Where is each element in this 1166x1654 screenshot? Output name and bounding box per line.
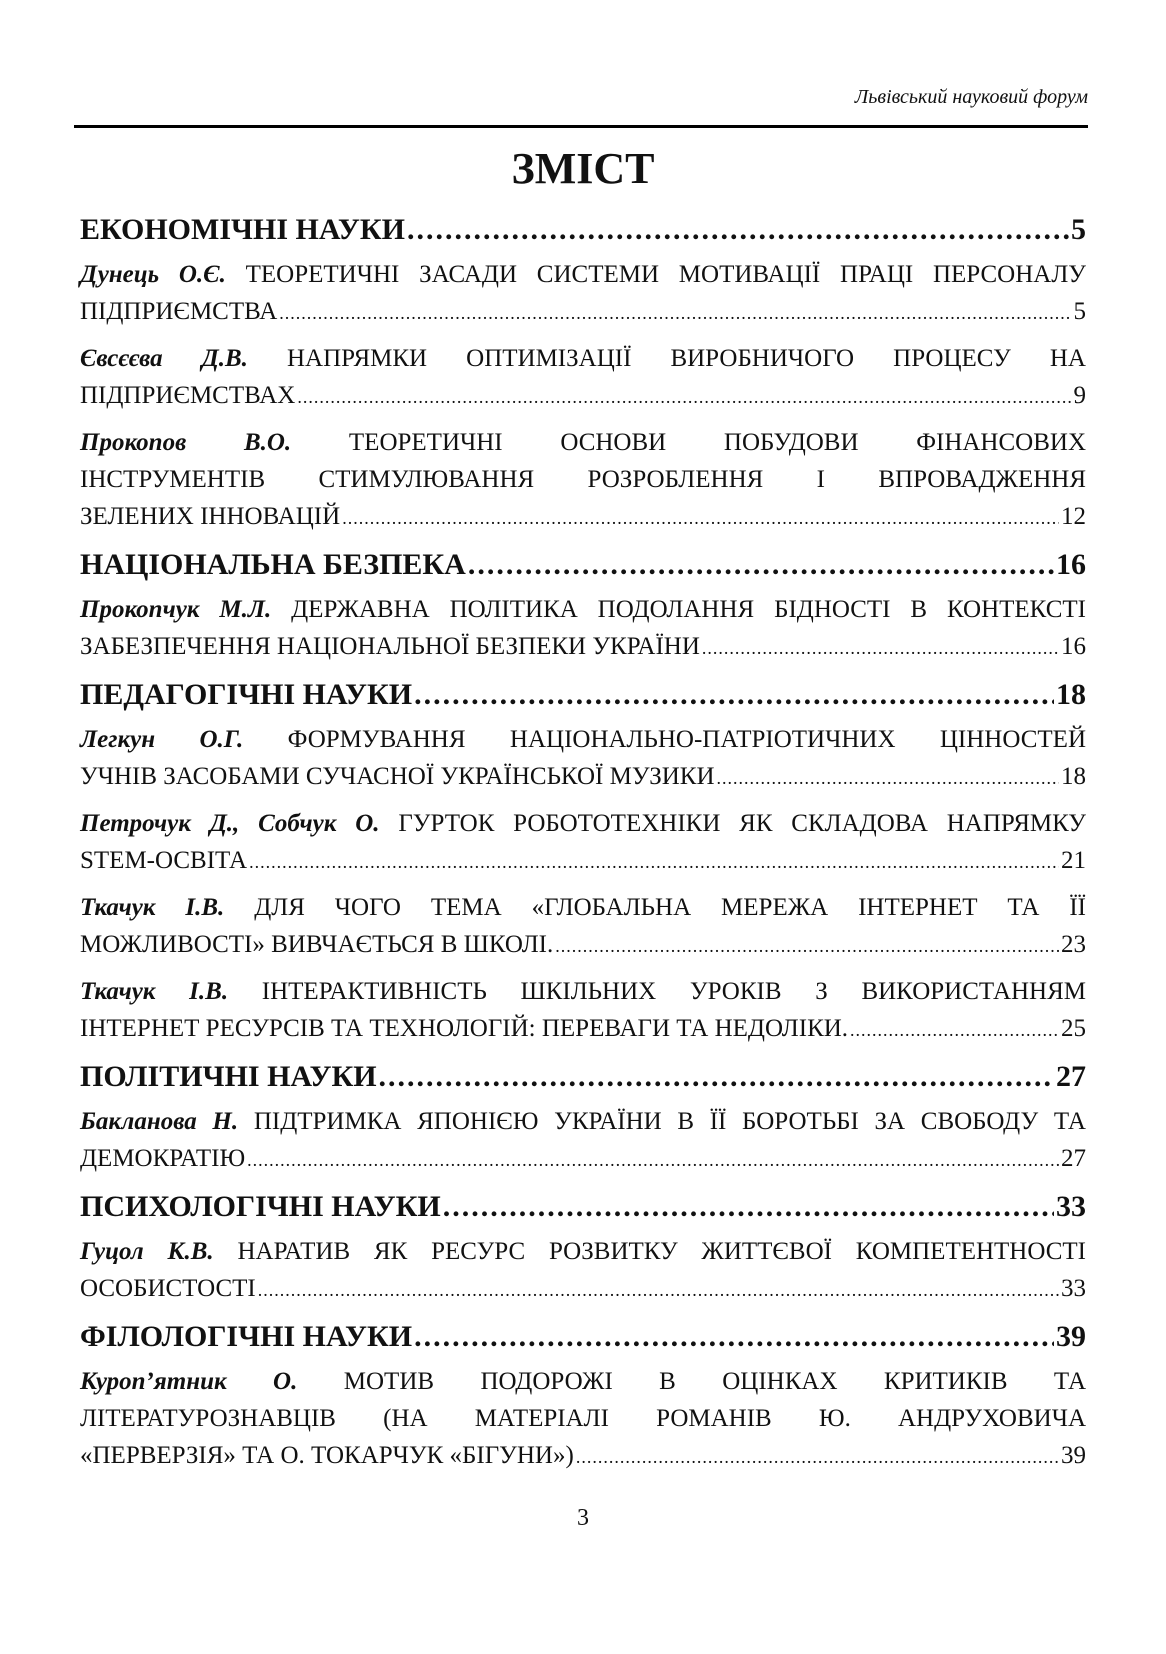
section-title: ПСИХОЛОГІЧНІ НАУКИ [80,1190,441,1223]
entry-page-number: 5 [1073,298,1086,325]
entry-middle-line: ІНСТРУМЕНТІВ СТИМУЛЮВАННЯ РОЗРОБЛЕННЯ І ВПРОВАДЖЕННЯ [80,466,1086,493]
dot-leader [279,295,1071,332]
entry-title-end: ОСОБИСТОСТІ [80,1275,256,1302]
toc-section-heading[interactable] [80,1057,1086,1097]
dot-leader [297,379,1071,416]
entry-author: Петрочук Д., Собчук О. [80,810,380,837]
section-page-number: 16 [1056,548,1086,581]
toc-entry[interactable] [80,340,1086,416]
dot-leader [702,630,1059,667]
entry-last-line [80,1270,1086,1309]
entry-author: Гуцол К.В. [80,1238,214,1265]
toc-entry[interactable] [80,889,1086,965]
entry-author: Куроп’ятник О. [80,1368,298,1395]
entry-title-part: ТЕОРЕТИЧНІ ОСНОВИ ПОБУДОВИ ФІНАНСОВИХ [348,429,1086,456]
entry-title-part: НАРАТИВ ЯК РЕСУРС РОЗВИТКУ ЖИТТЄВОЇ КОМПЕТЕНТНОСТІ [237,1238,1086,1265]
dot-leader [555,928,1059,965]
entry-page-number: 21 [1061,847,1086,874]
entry-page-number: 23 [1061,931,1086,958]
section-title: ПЕДАГОГІЧНІ НАУКИ [80,678,413,711]
entry-title-end: ЗЕЛЕНИХ ІННОВАЦІЙ [80,503,341,530]
entry-title-end: УЧНІВ ЗАСОБАМИ СУЧАСНОЇ УКРАЇНСЬКОЇ МУЗИКИ [80,763,715,790]
dot-leader [258,1272,1059,1309]
entry-last-line [80,1140,1086,1179]
toc-entry[interactable] [80,591,1086,667]
entry-page-number: 39 [1061,1442,1086,1469]
toc-entry[interactable] [80,805,1086,881]
dot-leader [249,844,1059,881]
entry-author: Ткачук І.В. [80,978,229,1005]
section-page-number: 18 [1056,678,1086,711]
entry-first-line [80,1103,1086,1140]
entry-author: Легкун О.Г. [80,726,244,753]
entry-title-end: ПІДПРИЄМСТВАХ [80,382,296,409]
entry-last-line [80,628,1086,667]
dot-leader [576,1439,1059,1476]
entry-first-line [80,973,1086,1010]
entry-title-part: ДЛЯ ЧОГО ТЕМА «ГЛОБАЛЬНА МЕРЕЖА ІНТЕРНЕТ ТА ЇЇ [254,894,1087,921]
entry-author: Прокопов В.О. [80,429,292,456]
section-title: ЕКОНОМІЧНІ НАУКИ [80,213,406,246]
entry-last-line [80,926,1086,965]
section-page-number: 39 [1056,1320,1086,1353]
entry-first-line [80,591,1086,628]
toc-entry[interactable] [80,1103,1086,1179]
entry-first-line [80,1233,1086,1270]
toc-section-heading[interactable] [80,545,1086,585]
entry-title-end: «ПЕРВЕРЗІЯ» ТА О. ТОКАРЧУК «БІГУНИ») [80,1442,574,1469]
dot-leader [379,1057,1054,1097]
section-page-number: 33 [1056,1190,1086,1223]
entry-title-part: ТЕОРЕТИЧНІ ЗАСАДИ СИСТЕМИ МОТИВАЦІЇ ПРАЦІ ПЕРСОНАЛУ [245,261,1086,288]
entry-last-line [80,377,1086,416]
entry-first-line [80,256,1086,293]
entry-title-end: МОЖЛИВОСТІ» ВИВЧАЄТЬСЯ В ШКОЛІ. [80,931,554,958]
entry-title-end: ЗАБЕЗПЕЧЕННЯ НАЦІОНАЛЬНОЇ БЕЗПЕКИ УКРАЇНИ [80,633,700,660]
entry-title-end: STEM-ОСВІТА [80,847,248,874]
entry-last-line [80,1010,1086,1049]
dot-leader [850,1012,1059,1049]
entry-page-number: 33 [1061,1275,1086,1302]
section-page-number: 27 [1056,1060,1086,1093]
entry-page-number: 18 [1061,763,1086,790]
page-title: ЗМІСТ [511,144,655,193]
dot-leader [414,1317,1054,1357]
entry-title-part: МОТИВ ПОДОРОЖІ В ОЦІНКАХ КРИТИКІВ ТА [343,1368,1087,1395]
toc-section-heading[interactable] [80,210,1086,250]
header-rule [74,125,1088,128]
entry-last-line [80,498,1086,537]
entry-title-part: ІНТЕРАКТИВНІСТЬ ШКІЛЬНИХ УРОКІВ З ВИКОРИСТАННЯМ [261,978,1087,1005]
dot-leader [342,500,1059,537]
dot-leader [468,545,1054,585]
entry-page-number: 12 [1061,503,1086,530]
entry-title-end: ДЕМОКРАТІЮ [80,1145,246,1172]
entry-first-line [80,721,1086,758]
entry-first-line [80,340,1086,377]
dot-leader [443,1187,1054,1227]
entry-author: Прокопчук М.Л. [80,596,272,623]
toc-entry[interactable] [80,721,1086,797]
entry-middle-line: ЛІТЕРАТУРОЗНАВЦІВ (НА МАТЕРІАЛІ РОМАНІВ Ю. АНДРУХОВИЧА [80,1405,1086,1432]
entry-title-part: НАПРЯМКИ ОПТИМІЗАЦІЇ ВИРОБНИЧОГО ПРОЦЕСУ НА [286,345,1086,372]
dot-leader [414,675,1054,715]
section-title: НАЦІОНАЛЬНА БЕЗПЕКА [80,548,466,581]
entry-first-line [80,1363,1086,1400]
entry-author: Дунець О.Є. [80,261,226,288]
entry-title-part: ФОРМУВАННЯ НАЦІОНАЛЬНО-ПАТРІОТИЧНИХ ЦІННОСТЕЙ [287,726,1086,753]
section-page-number: 5 [1071,213,1086,246]
dot-leader [717,760,1059,797]
entry-last-line [80,758,1086,797]
toc-entry[interactable] [80,1363,1086,1476]
entry-author: Євсєєва Д.В. [80,345,248,372]
entry-last-line [80,293,1086,332]
toc-entry[interactable] [80,424,1086,537]
running-header: Львівський науковий форум [854,86,1088,108]
entry-title-part: ДЕРЖАВНА ПОЛІТИКА ПОДОЛАННЯ БІДНОСТІ В КОНТЕКСТІ [291,596,1086,623]
entry-author: Бакланова Н. [80,1108,239,1135]
entry-first-line [80,889,1086,926]
entry-page-number: 27 [1061,1145,1086,1172]
entry-first-line [80,805,1086,842]
section-title: ФІЛОЛОГІЧНІ НАУКИ [80,1320,413,1353]
dot-leader [247,1142,1059,1179]
toc-entry[interactable] [80,1233,1086,1309]
entry-title-end: ПІДПРИЄМСТВА [80,298,278,325]
toc-entry[interactable] [80,256,1086,332]
toc-section-heading[interactable] [80,675,1086,715]
entry-last-line [80,842,1086,881]
toc-section-heading[interactable] [80,1187,1086,1227]
entry-title-part: ГУРТОК РОБОТОТЕХНІКИ ЯК СКЛАДОВА НАПРЯМКУ [398,810,1086,837]
entry-last-line [80,1437,1086,1476]
entry-title-end: ІНТЕРНЕТ РЕСУРСІВ ТА ТЕХНОЛОГІЙ: ПЕРЕВАГИ ТА НЕДОЛІКИ. [80,1015,849,1042]
entry-page-number: 25 [1061,1015,1086,1042]
entry-author: Ткачук І.В. [80,894,225,921]
page-number: 3 [577,1505,589,1531]
entry-page-number: 16 [1061,633,1086,660]
toc-section-heading[interactable] [80,1317,1086,1357]
entry-page-number: 9 [1073,382,1086,409]
table-of-contents [80,204,1086,1484]
entry-first-line [80,424,1086,461]
toc-entry[interactable] [80,973,1086,1049]
section-title: ПОЛІТИЧНІ НАУКИ [80,1060,377,1093]
dot-leader [407,210,1069,250]
entry-title-part: ПІДТРИМКА ЯПОНІЄЮ УКРАЇНИ В ЇЇ БОРОТЬБІ ЗА СВОБОДУ ТА [253,1108,1086,1135]
